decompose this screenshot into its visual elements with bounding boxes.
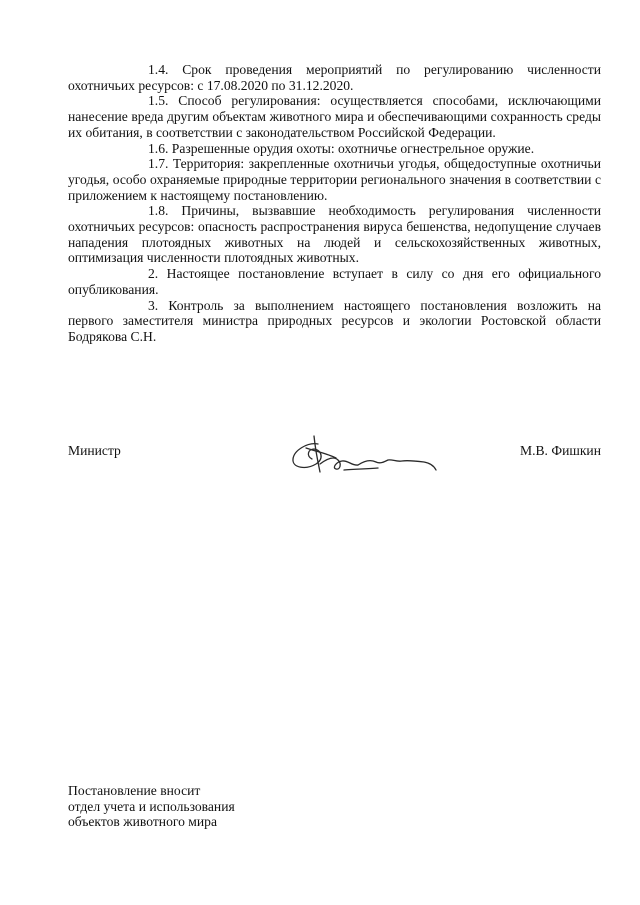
paragraph-text: Способ регулирования: осуществляется способами, исключающими нанесение вреда другим объектам животного мира и обеспечивающими сохранность среды их обитания, в соответствии с законодательством Российской Федерации. <box>68 93 601 140</box>
paragraph-number: 2. <box>148 266 159 282</box>
footer-line: отдел учета и использования <box>68 798 235 814</box>
paragraph-text: Территория: закрепленные охотничьи угодья, общедоступные охотничьи угодья, особо охраняемые природные территории регионального значения в соответствии с приложением к настоящему постановлению. <box>68 156 601 203</box>
paragraph-text: Срок проведения мероприятий по регулированию численности охотничьих ресурсов: с 17.08.2020 по 31.12.2020. <box>68 62 602 93</box>
document-footer <box>68 783 235 830</box>
signatory-role: Министр <box>68 443 121 458</box>
handwritten-signature-icon <box>284 428 444 498</box>
paragraph-text: Разрешенные орудия охоты: охотничье огнестрельное оружие. <box>171 140 535 156</box>
paragraph-1-6 <box>68 141 601 157</box>
paragraph-1-4 <box>68 62 601 93</box>
document-body <box>68 62 601 345</box>
paragraph-number: 1.7. <box>148 156 169 172</box>
paragraph-1-5 <box>68 93 601 140</box>
paragraph-number: 1.5. <box>148 93 169 109</box>
footer-line: Постановление вносит <box>68 783 201 798</box>
paragraph-1-8 <box>68 203 601 266</box>
paragraph-2 <box>68 266 601 297</box>
paragraph-text: Настоящее постановление вступает в силу со дня его официального опубликования. <box>68 266 601 297</box>
paragraph-text: Контроль за выполнением настоящего постановления возложить на первого заместителя министра природных ресурсов и экологии Ростовской области Бодрякова С.Н. <box>68 297 601 344</box>
signatory-name: М.В. Фишкин <box>520 443 601 458</box>
paragraph-number: 3. <box>148 297 159 313</box>
paragraph-text: Причины, вызвавшие необходимость регулирования численности охотничьих ресурсов: опасность распространения вируса бешенства, недопущение случаев нападения плотоядных животных на людей и сельскохозяйственных животных, оптимизация численности плотоядных животных. <box>68 203 601 266</box>
paragraph-number: 1.4. <box>148 62 169 77</box>
paragraph-3 <box>68 298 601 345</box>
footer-line: объектов животного мира <box>68 814 217 830</box>
paragraph-number: 1.6. <box>148 140 169 156</box>
paragraph-number: 1.8. <box>148 203 169 219</box>
paragraph-1-7 <box>68 156 601 203</box>
